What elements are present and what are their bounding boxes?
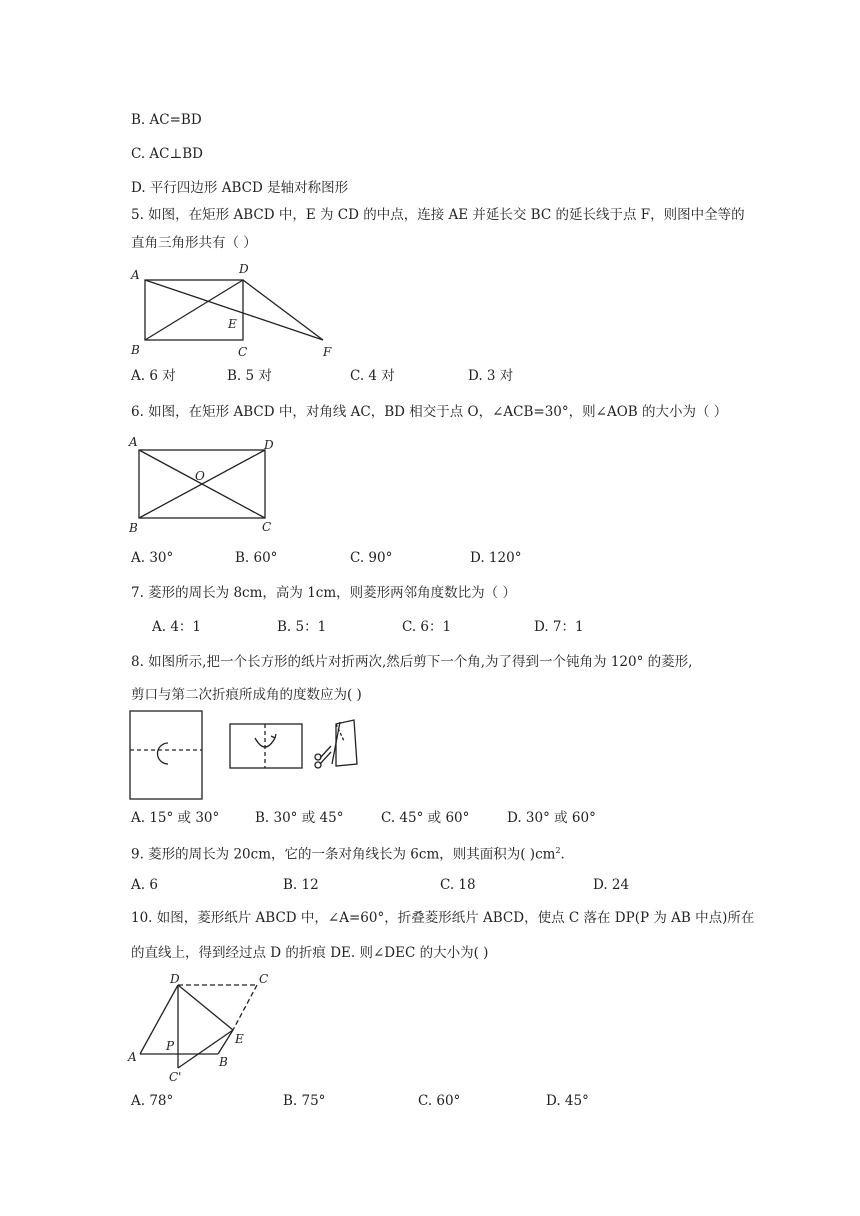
q10-stem-line2: 的直线上，得到经过点 D 的折痕 DE. 则∠DEC 的大小为( ) (131, 945, 489, 961)
q5-figure (125, 260, 340, 360)
q6-option-b: B. 60° (235, 550, 278, 566)
q9-option-b: B. 12 (283, 877, 319, 893)
q8-stem-line2: 剪口与第二次折痕所成角的度数应为( ) (131, 687, 362, 703)
q5-option-a: A. 6 对 (131, 368, 176, 384)
q5-option-c: C. 4 对 (350, 368, 395, 384)
q7-option-d: D. 7：1 (534, 619, 584, 635)
q8-option-b: B. 30° 或 45° (255, 810, 344, 826)
q9-stem-text: 9. 菱形的周长为 20cm，它的一条对角线长为 6cm，则其面积为( )cm (131, 846, 556, 863)
q9-option-d: D. 24 (593, 877, 630, 893)
q5-stem-line1: 5. 如图，在矩形 ABCD 中，E 为 CD 的中点，连接 AE 并延长交 BC 的延长线于点 F，则图中全等的 (131, 207, 745, 223)
q10-label-d: D (170, 972, 180, 986)
q6-label-a: A (129, 435, 138, 449)
q6-figure (125, 432, 285, 538)
q6-option-c: C. 90° (350, 550, 393, 566)
q10-label-a: A (128, 1050, 137, 1064)
q7-option-a: A. 4：1 (152, 619, 202, 635)
q10-stem-line1: 10. 如图，菱形纸片 ABCD 中，∠A=60°，折叠菱形纸片 ABCD，使点 C 落在 DP(P 为 AB 中点)所在 (131, 910, 755, 926)
q8-option-a: A. 15° 或 30° (131, 810, 220, 826)
q6-label-d: D (264, 438, 274, 452)
q6-label-o: O (195, 469, 205, 483)
q7-option-c: C. 6：1 (402, 619, 452, 635)
q10-label-b: B (219, 1055, 228, 1069)
q5-label-d: D (239, 262, 249, 276)
q5-option-d: D. 3 对 (468, 368, 514, 384)
q5-label-f: F (323, 345, 332, 359)
q10-option-d: D. 45° (546, 1093, 589, 1109)
q6-label-c: C (262, 520, 272, 534)
q10-label-e: E (235, 1032, 244, 1046)
q8-stem-line1: 8. 如图所示,把一个长方形的纸片对折两次,然后剪下一个角,为了得到一个钝角为 120° 的菱形, (131, 654, 693, 670)
q7-option-b: B. 5：1 (277, 619, 327, 635)
q5-label-c: C (238, 345, 248, 359)
q10-label-c: C (259, 972, 269, 986)
q4-option-c: C. AC⊥BD (131, 146, 203, 162)
q9-stem (131, 842, 565, 864)
q10-figure (125, 970, 285, 1090)
q10-option-c: C. 60° (418, 1093, 461, 1109)
q7-stem: 7. 菱形的周长为 8cm，高为 1cm，则菱形两邻角度数比为（ ） (131, 585, 516, 601)
q8-option-c: C. 45° 或 60° (381, 810, 470, 826)
q9-option-c: C. 18 (440, 877, 476, 893)
q10-label-c-prime: C' (169, 1070, 182, 1084)
q9-option-a: A. 6 (131, 877, 158, 893)
q6-option-d: D. 120° (470, 550, 522, 566)
q9-unit-exponent: 2 (555, 846, 561, 855)
q8-option-d: D. 30° 或 60° (507, 810, 596, 826)
q8-figure (128, 708, 378, 803)
q5-label-e: E (228, 317, 237, 331)
q10-option-a: A. 78° (131, 1093, 174, 1109)
q10-option-b: B. 75° (283, 1093, 326, 1109)
q6-stem: 6. 如图，在矩形 ABCD 中，对角线 AC，BD 相交于点 O，∠ACB=30°，则∠AOB 的大小为（ ） (131, 404, 728, 420)
q6-option-a: A. 30° (131, 550, 174, 566)
q5-label-a: A (131, 268, 140, 282)
q6-label-b: B (129, 521, 138, 535)
q4-option-d: D. 平行四边形 ABCD 是轴对称图形 (131, 180, 349, 196)
q5-label-b: B (131, 343, 140, 357)
q5-option-b: B. 5 对 (227, 368, 272, 384)
q10-label-p: P (166, 1039, 175, 1053)
q4-option-b: B. AC=BD (131, 112, 202, 128)
q9-stem-end: . (560, 846, 565, 863)
q5-stem-line2: 直角三角形共有（ ） (131, 235, 257, 251)
